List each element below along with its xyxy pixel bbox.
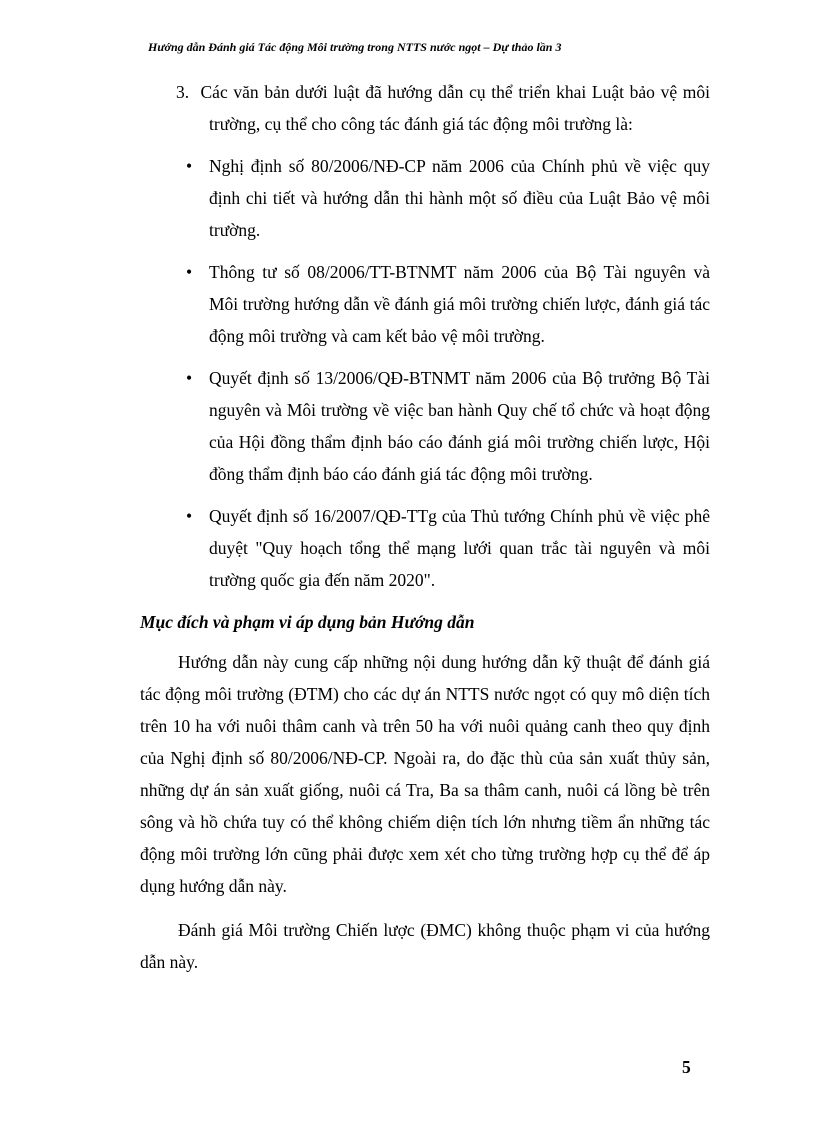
numbered-item (140, 76, 710, 140)
item-text: Các văn bản dưới luật đã hướng dẫn cụ thể triển khai Luật bảo vệ môi trường, cụ thể cho công tác đánh giá tác động môi trường là: (200, 82, 711, 134)
bullet-list (140, 150, 710, 596)
bullet-icon: • (186, 506, 193, 526)
list-item-text: Quyết định số 13/2006/QĐ-BTNMT năm 2006 của Bộ trưởng Bộ Tài nguyên và Môi trường về việc ban hành Quy chế tổ chức và hoạt động của Hội đồng thẩm định báo cáo đánh giá môi trường chiến lược, Hội đồng thẩm định báo cáo đánh giá tác động môi trường. (209, 368, 710, 484)
list-item (140, 362, 710, 490)
paragraph: Đánh giá Môi trường Chiến lược (ĐMC) không thuộc phạm vi của hướng dẫn này. (140, 920, 710, 972)
list-item (140, 150, 710, 246)
list-item-text: Thông tư số 08/2006/TT-BTNMT năm 2006 của Bộ Tài nguyên và Môi trường hướng dẫn về đánh giá môi trường chiến lược, đánh giá tác động môi trường và cam kết bảo vệ môi trường. (209, 262, 710, 346)
bullet-icon: • (186, 368, 193, 388)
page-number: 5 (682, 1057, 691, 1077)
bullet-icon: • (186, 262, 193, 282)
list-item-text: Quyết định số 16/2007/QĐ-TTg của Thủ tướng Chính phủ về việc phê duyệt "Quy hoạch tổng thể mạng lưới quan trắc tài nguyên và môi trường quốc gia đến năm 2020". (209, 506, 710, 590)
document-body (140, 76, 710, 990)
list-item (140, 500, 710, 596)
list-item-text: Nghị định số 80/2006/NĐ-CP năm 2006 của Chính phủ về việc quy định chi tiết và hướng dẫn thi hành một số điều của Luật Bảo vệ môi trường. (209, 156, 710, 240)
paragraph: Hướng dẫn này cung cấp những nội dung hướng dẫn kỹ thuật để đánh giá tác động môi trường (ĐTM) cho các dự án NTTS nước ngọt có quy mô diện tích trên 10 ha với nuôi thâm canh và trên 50 ha với nuôi quảng canh theo quy định của Nghị định số 80/2006/NĐ-CP. Ngoài ra, do đặc thù của sản xuất thủy sản, những dự án sản xuất giống, nuôi cá Tra, Ba sa thâm canh, nuôi cá lồng bè trên sông và hồ chứa tuy có thể không chiếm diện tích lớn nhưng tiềm ẩn những tác động môi trường lớn cũng phải được xem xét cho từng trường hợp cụ thể để áp dụng hướng dẫn này. (140, 652, 710, 896)
item-number: 3. (176, 82, 190, 102)
list-item (140, 256, 710, 352)
page-header: Hướng dẫn Đánh giá Tác động Môi trường trong NTTS nước ngọt – Dự thảo lần 3 (148, 40, 562, 54)
bullet-icon: • (186, 156, 193, 176)
section-heading: Mục đích và phạm vi áp dụng bản Hướng dẫn (140, 612, 475, 632)
